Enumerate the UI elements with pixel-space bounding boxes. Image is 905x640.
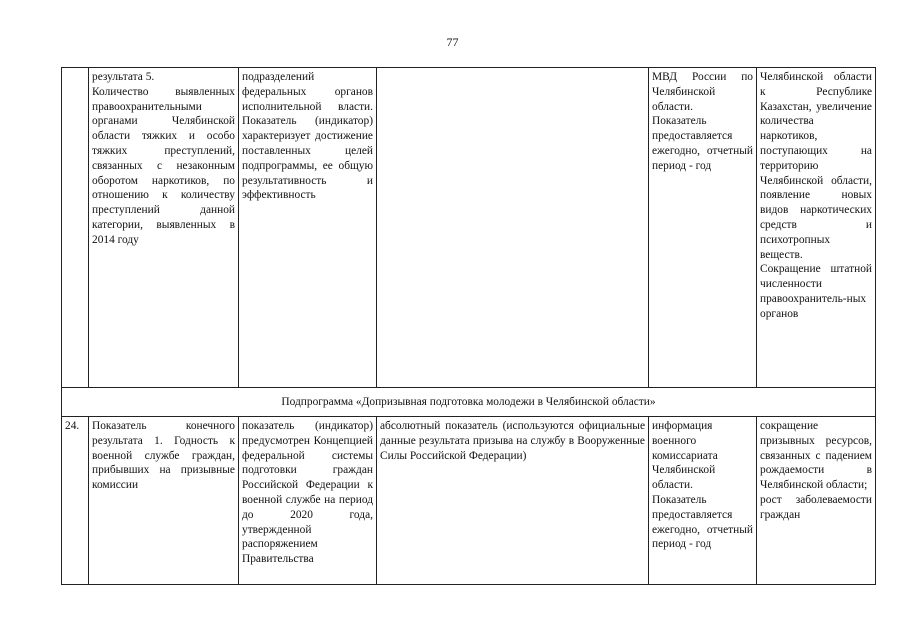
risk-factors-cell: сокращение призывных ресурсов, связанных с падением рождаемости в Челябинской области; рост заболеваемости граждан — [757, 417, 876, 585]
indicator-name-cell: Показатель конечного результата 1. Годность к военной службе граждан, прибывших на призывные комиссии — [89, 417, 239, 585]
indicators-table — [61, 67, 876, 585]
table-row-24 — [62, 417, 876, 585]
data-source-cell: информация военного комиссариата Челябинской области. Показатель предоставляется ежегодно, отчетный период - год — [649, 417, 757, 585]
page-number: 77 — [446, 35, 459, 49]
data-source-cell: МВД России по Челябинской области. Показатель предоставляется ежегодно, отчетный период - год — [649, 68, 757, 388]
row-number-cell — [62, 68, 89, 388]
row-number-cell: 24. — [62, 417, 89, 585]
subprogram-heading-cell — [62, 388, 876, 417]
subprogram-heading-row — [62, 388, 876, 417]
table-row-continued — [62, 68, 876, 388]
indicator-description-cell: показатель (индикатор) предусмотрен Концепцией федеральной системы подготовки граждан Российской Федерации к военной службе на период до 2020 года, утвержденной распоряжением Правительства — [239, 417, 377, 585]
calculation-method-cell: абсолютный показатель (используются официальные данные результата призыва на службу в Вооруженные Силы Российской Федерации) — [377, 417, 649, 585]
indicator-name-cell: результата 5. Количество выявленных правоохранительными органами Челябинской области тяжких и особо тяжких преступлений, связанных с незаконным оборотом наркотиков, по отношению к количеству преступлений данной категории, выявленных в 2014 году — [89, 68, 239, 388]
subprogram-heading: Подпрограмма «Допризывная подготовка молодежи в Челябинской области» — [281, 396, 656, 408]
indicator-description-cell: подразделений федеральных органов исполнительной власти. Показатель (индикатор) характеризует достижение поставленных целей подпрограммы, ее общую результативность и эффективность — [239, 68, 377, 388]
calculation-method-cell — [377, 68, 649, 388]
risk-factors-cell: Челябинской области к Республике Казахстан, увеличение количества наркотиков, поступающих на территорию Челябинской области, появление новых видов наркотических средств и психотропных веществ. Сокращение штатной численности правоохранитель-ных органов — [757, 68, 876, 388]
